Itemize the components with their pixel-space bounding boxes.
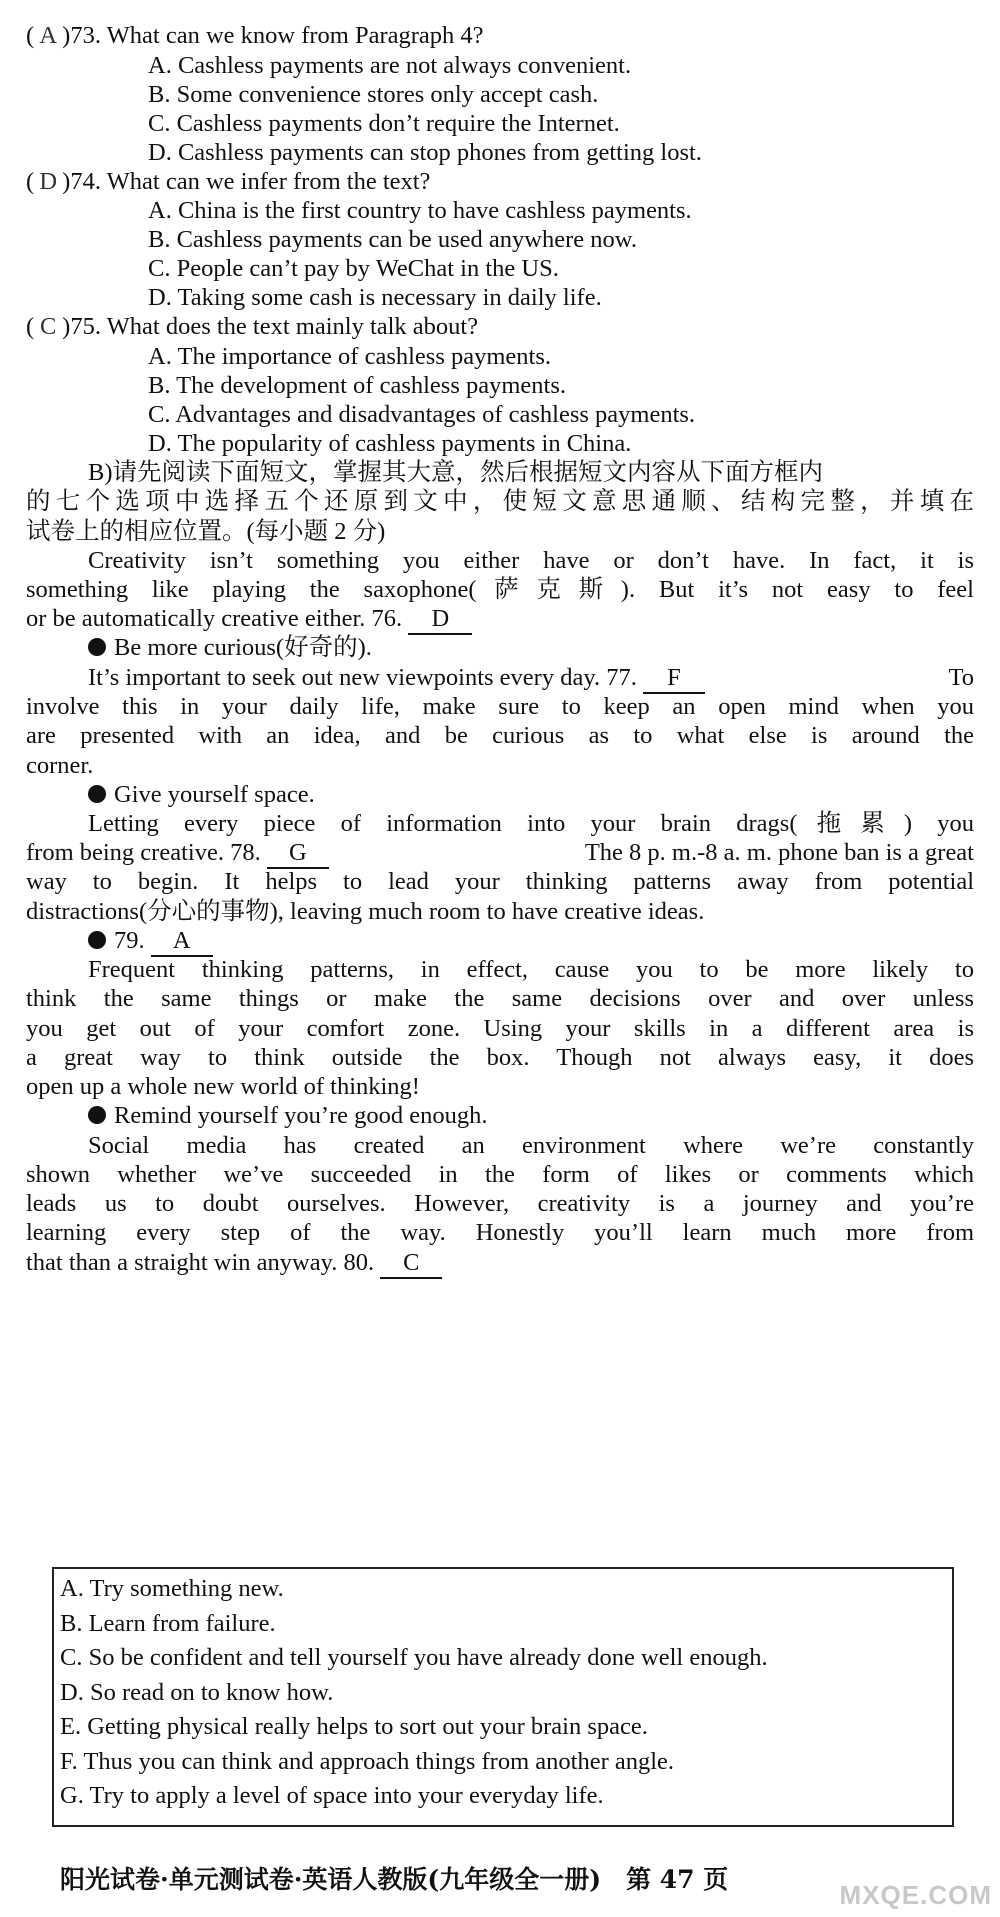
- option-e: E. Getting physical really helps to sort out your brain space.: [60, 1713, 648, 1740]
- bullet-icon: [88, 931, 106, 949]
- bullet-icon: [88, 638, 106, 656]
- passage-p3-line-2: from being creative. 78. G The 8 p. m.-8 a. m. phone ban is a great: [26, 835, 974, 870]
- heading-79: 79. A: [88, 923, 213, 958]
- option-a: A. Try something new.: [60, 1575, 284, 1602]
- passage-p4-line-3: you get out of your comfort zone. Using your skills in a different area is: [26, 1015, 974, 1042]
- passage-p1-line-1: Creativity isn’t something you either have or don’t have. In fact, it is: [88, 547, 974, 574]
- passage-p5-line-3: leads us to doubt ourselves. However, creativity is a journey and you’re: [26, 1190, 974, 1217]
- passage-p5-line-2: shown whether we’ve succeeded in the form of likes or comments which: [26, 1161, 974, 1188]
- question-74: ( D )74. What can we infer from the text?: [26, 164, 430, 199]
- page-footer: 阳光试卷·单元测试卷·英语人教版(九年级全一册) 第 47 页: [60, 1865, 729, 1894]
- heading-remind-yourself: Remind yourself you’re good enough.: [88, 1098, 488, 1133]
- blank-80: C: [380, 1249, 442, 1279]
- passage-p4-line-2: think the same things or make the same decisions over and over unless: [26, 985, 974, 1012]
- option-g: G. Try to apply a level of space into your everyday life.: [60, 1782, 604, 1809]
- q73-option-c: C. Cashless payments don’t require the Internet.: [148, 110, 620, 137]
- passage-p5-line-1: Social media has created an environment where we’re constantly: [88, 1132, 974, 1159]
- passage-p3-line-1: Letting every piece of information into your brain drags(拖累) you: [88, 810, 974, 837]
- q75-option-a: A. The importance of cashless payments.: [148, 343, 552, 370]
- watermark: MXQE.COM: [839, 1880, 992, 1910]
- q74-option-a: A. China is the first country to have cashless payments.: [148, 197, 692, 224]
- passage-p3-line-4: distractions(分心的事物), leaving much room to have creative ideas.: [26, 898, 705, 925]
- bullet-icon: [88, 785, 106, 803]
- heading-give-yourself-space: Give yourself space.: [88, 777, 315, 812]
- section-b-instructions-3: 试卷上的相应位置。(每小题 2 分): [26, 518, 386, 545]
- option-c: C. So be confident and tell yourself you have already done well enough.: [60, 1644, 768, 1671]
- answer-74: D: [39, 168, 58, 195]
- options-box: [52, 1567, 954, 1827]
- passage-p3-line-3: way to begin. It helps to lead your thinking patterns away from potential: [26, 868, 974, 895]
- answer-73: A: [39, 22, 58, 49]
- passage-p5-line-4: learning every step of the way. Honestly you’ll learn much more from: [26, 1219, 974, 1246]
- passage-p1-line-3: or be automatically creative either. 76. D: [26, 601, 974, 636]
- passage-p2-line-3: are presented with an idea, and be curious as to what else is around the: [26, 722, 974, 749]
- passage-p5-line-5: that than a straight win anyway. 80. C: [26, 1245, 974, 1280]
- q75-option-b: B. The development of cashless payments.: [148, 372, 566, 399]
- blank-78: G: [267, 839, 329, 869]
- question-75: ( C )75. What does the text mainly talk about?: [26, 309, 478, 344]
- q73-option-b: B. Some convenience stores only accept cash.: [148, 81, 599, 108]
- passage-p1-line-2: something like playing the saxophone(萨克斯). But it’s not easy to feel: [26, 576, 974, 603]
- q75-option-d: D. The popularity of cashless payments in China.: [148, 430, 632, 457]
- blank-76: D: [408, 605, 472, 635]
- question-74-stem: )74. What can we infer from the text?: [62, 168, 431, 195]
- answer-75: C: [40, 313, 57, 340]
- passage-p4-line-4: a great way to think outside the box. Though not always easy, it does: [26, 1044, 974, 1071]
- section-b-instructions-1: B)请先阅读下面短文，掌握其大意，然后根据短文内容从下面方框内: [88, 459, 823, 486]
- passage-p2-line-1: It’s important to seek out new viewpoints every day. 77. F To: [88, 660, 974, 695]
- heading-be-more-curious: Be more curious(好奇的).: [88, 630, 372, 665]
- q74-option-c: C. People can’t pay by WeChat in the US.: [148, 255, 559, 282]
- passage-p4-line-5: open up a whole new world of thinking!: [26, 1073, 420, 1100]
- passage-p2-line-4: corner.: [26, 752, 94, 779]
- q75-option-c: C. Advantages and disadvantages of cashless payments.: [148, 401, 696, 428]
- question-75-stem: )75. What does the text mainly talk about?: [62, 313, 479, 340]
- q73-option-d: D. Cashless payments can stop phones from getting lost.: [148, 139, 702, 166]
- option-b: B. Learn from failure.: [60, 1610, 276, 1637]
- question-73: ( A )73. What can we know from Paragraph 4?: [26, 18, 484, 53]
- option-f: F. Thus you can think and approach things from another angle.: [60, 1748, 675, 1775]
- section-b-instructions-2: 的七个选项中选择五个还原到文中，使短文意思通顺、结构完整，并填在: [26, 488, 974, 515]
- question-73-stem: )73. What can we know from Paragraph 4?: [62, 22, 484, 49]
- passage-p2-line-2: involve this in your daily life, make sure to keep an open mind when you: [26, 693, 974, 720]
- passage-p4-line-1: Frequent thinking patterns, in effect, cause you to be more likely to: [88, 956, 974, 983]
- option-d: D. So read on to know how.: [60, 1679, 334, 1706]
- q73-option-a: A. Cashless payments are not always convenient.: [148, 52, 632, 79]
- bullet-icon: [88, 1106, 106, 1124]
- q74-option-d: D. Taking some cash is necessary in daily life.: [148, 284, 602, 311]
- q74-option-b: B. Cashless payments can be used anywhere now.: [148, 226, 637, 253]
- blank-77: F: [643, 664, 705, 694]
- blank-79: A: [151, 927, 213, 957]
